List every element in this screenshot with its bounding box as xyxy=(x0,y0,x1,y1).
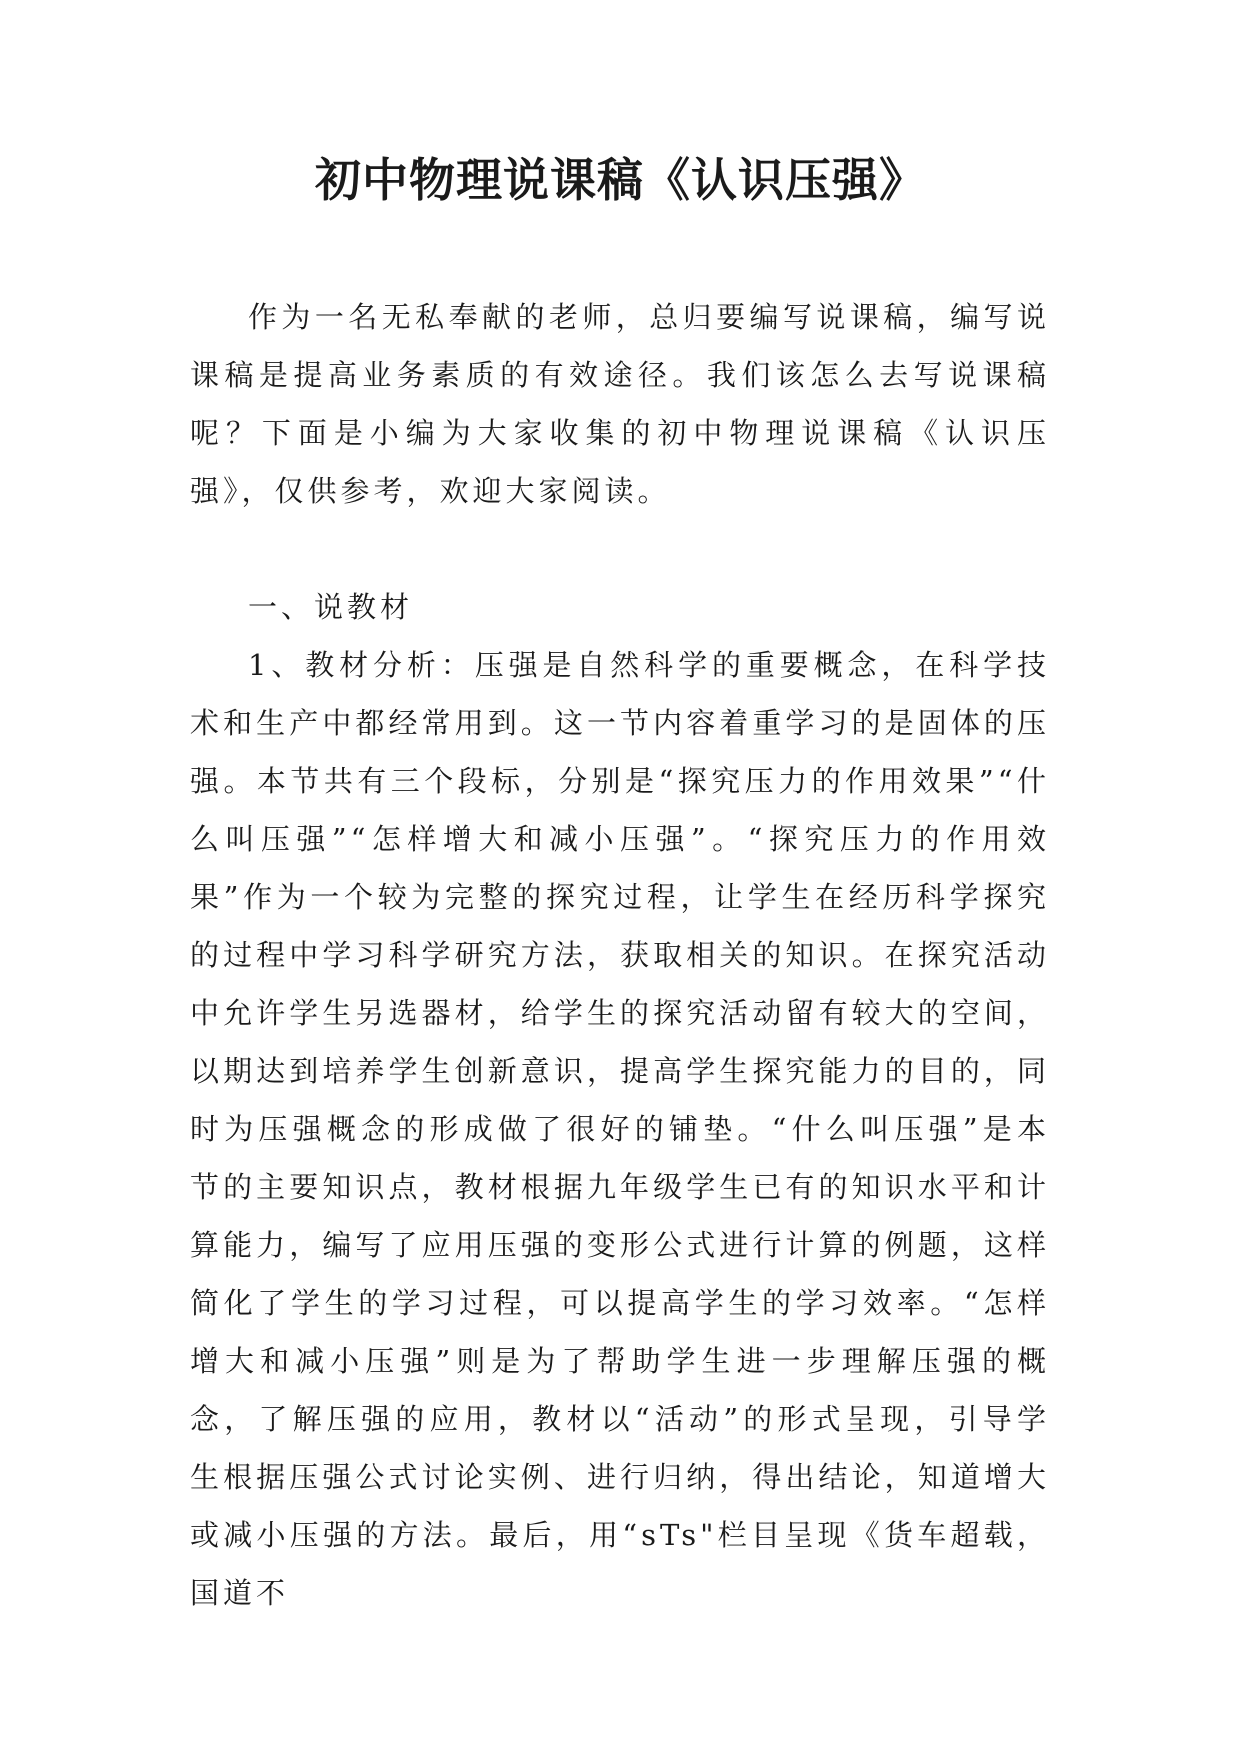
document-body xyxy=(190,288,1050,1622)
document-title: 初中物理说课稿《认识压强》 xyxy=(315,153,926,207)
section-heading: 一、说教材 xyxy=(248,590,414,624)
intro-paragraph: 作为一名无私奉献的老师，总归要编写说课稿，编写说课稿是提高业务素质的有效途径。我们该怎么去写说课稿呢？下面是小编为大家收集的初中物理说课稿《认识压强》，仅供参考，欢迎大家阅读。 xyxy=(190,300,1050,508)
body-paragraph: 1、教材分析：压强是自然科学的重要概念，在科学技术和生产中都经常用到。这一节内容着重学习的是固体的压强。本节共有三个段标，分别是“探究压力的作用效果”“什么叫压强”“怎样增大和减小压强”。“探究压力的作用效果”作为一个较为完整的探究过程，让学生在经历科学探究的过程中学习科学研究方法，获取相关的知识。在探究活动中允许学生另选器材，给学生的探究活动留有较大的空间，以期达到培养学生创新意识，提高学生探究能力的目的，同时为压强概念的形成做了很好的铺垫。“什么叫压强”是本节的主要知识点，教材根据九年级学生已有的知识水平和计算能力，编写了应用压强的变形公式进行计算的例题，这样简化了学生的学习过程，可以提高学生的学习效率。“怎样增大和减小压强”则是为了帮助学生进一步理解压强的概念，了解压强的应用，教材以“活动”的形式呈现，引导学生根据压强公式讨论实例、进行归纳，得出结论，知道增大或减小压强的方法。最后，用“sTs"栏目呈现《货车超载，国道不 xyxy=(190,648,1050,1610)
paragraph-gap xyxy=(190,520,1050,578)
